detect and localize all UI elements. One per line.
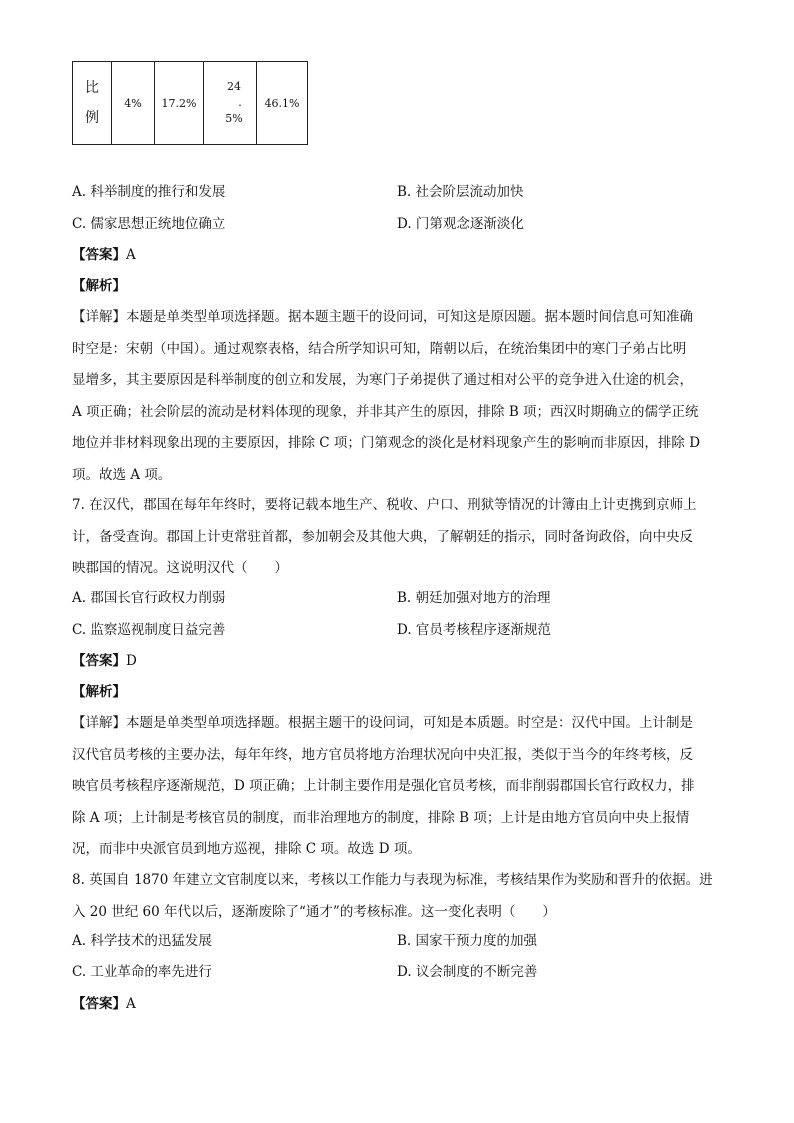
q8-stem-line-1: 8. 英国自 1870 年建立文官制度以来，考核以工作能力与表现为标准，考核结果作为奖励和晋升的依据。进: [72, 872, 713, 888]
q6-answer-label: 【答案】: [72, 247, 126, 263]
q7-analysis-label: 【解析】: [72, 684, 126, 700]
q6-detail-line-3: 显增多，其主要原因是科举制度的创立和发展，为寒门子弟提供了通过相对公平的竞争进入仕途的机会，: [72, 372, 693, 388]
q6-detail-line-4: A 项正确；社会阶层的流动是材料体现的现象，并非其产生的原因，排除 B 项；西汉时期确立的儒学正统: [72, 403, 699, 420]
table-cell-1: 4%: [112, 62, 155, 145]
q8-option-d: D. 议会制度的不断完善: [397, 964, 538, 980]
q6-option-b: B. 社会阶层流动加快: [397, 184, 524, 200]
q6-option-c: C. 儒家思想正统地位确立: [72, 216, 226, 232]
q7-stem: [72, 490, 722, 585]
q8-stem-line-2: 入 20 世纪 60 年代以后，逐渐废除了“通才”的考核标准。这一变化表明（ ）: [72, 903, 556, 920]
q6-detail: [72, 302, 722, 491]
q7-stem-line-1: 7. 在汉代，郡国在每年年终时，要将记载本地生产、税收、户口、刑狱等情况的计簿由上计吏携到京师上: [72, 497, 697, 513]
table-cell-4: 46.1%: [257, 62, 308, 145]
q7-detail-line-4: 除 A 项；上计制是考核官员的制度，而非治理地方的制度，排除 B 项；上计是由地方官员向中央上报情: [72, 809, 690, 826]
row-label-char-1: 比: [85, 80, 99, 96]
q7-detail-line-5: 况，而非中央派官员到地方巡视，排除 C 项。故选 D 项。: [72, 841, 421, 857]
table-cell-3-part-3: 5%: [225, 112, 243, 125]
q7-detail: [72, 708, 722, 866]
q7-detail-line-3: 映官员考核程序逐渐规范，D 项正确；上计制主要作用是强化官员考核，而非削弱郡国长官行政权力，排: [72, 778, 695, 794]
table-cell-3-part-2: .: [238, 96, 242, 109]
q7-stem-line-3: 映郡国的情况。这说明汉代（ ）: [72, 560, 288, 576]
q7-option-a: A. 郡国长官行政权力削弱: [72, 590, 226, 606]
table-cell-3-part-1: 24: [227, 80, 241, 93]
q8-stem: [72, 865, 722, 928]
q7-detail-line-1: 【详解】本题是单类型单项选择题。根据主题干的设问词，可知是本质题。时空是：汉代中国。上计制是: [72, 715, 693, 731]
row-label-char-2: 例: [85, 110, 99, 126]
q6-answer-value: A: [126, 247, 136, 263]
q7-option-c: C. 监察巡视制度日益完善: [72, 622, 226, 638]
table-cell-2: 17.2%: [155, 62, 204, 145]
ratio-table: [72, 61, 308, 145]
q6-analysis-label: 【解析】: [72, 278, 126, 294]
q7-option-b: B. 朝廷加强对地方的治理: [397, 590, 551, 606]
q8-option-b: B. 国家干预力度的加强: [397, 933, 538, 949]
q8-answer: [72, 994, 136, 1014]
q8-option-a: A. 科学技术的迅猛发展: [72, 933, 212, 949]
q8-answer-value: A: [126, 996, 136, 1012]
q7-stem-line-2: 计，备受查询。郡国上计吏常驻首都，参加朝会及其他大典，了解朝廷的指示，同时备询政俗，向中央反: [72, 528, 693, 545]
q7-detail-line-2: 汉代官员考核的主要办法，每年年终，地方官员将地方治理状况向中央汇报，类似于当今的年终考核，反: [72, 746, 693, 763]
q6-option-d: D. 门第观念逐渐淡化: [397, 216, 524, 232]
q6-detail-line-6: 项。故选 A 项。: [72, 466, 172, 483]
q7-answer: [72, 651, 137, 671]
q6-answer: [72, 245, 136, 265]
q7-answer-label: 【答案】: [72, 653, 126, 669]
table-cell-3: [204, 62, 257, 145]
q6-detail-line-5: 地位并非材料现象出现的主要原因，排除 C 项；门第观念的淡化是材料现象产生的影响而非原因，排除 D: [72, 435, 701, 451]
q7-option-d: D. 官员考核程序逐渐规范: [397, 622, 551, 638]
q7-answer-value: D: [126, 653, 137, 669]
q6-option-a: A. 科举制度的推行和发展: [72, 184, 226, 200]
q8-answer-label: 【答案】: [72, 996, 126, 1012]
q6-detail-line-2: 时空是：宋朝（中国）。通过观察表格，结合所学知识可知，隋朝以后，在统治集团中的寒门子弟占比明: [72, 340, 687, 357]
q8-option-c: C. 工业革命的率先进行: [72, 964, 212, 980]
q6-detail-line-1: 【详解】本题是单类型单项选择题。据本题主题干的设问词，可知这是原因题。据本题时间信息可知准确: [72, 309, 693, 325]
table-row: [73, 62, 308, 145]
row-label-cell: [73, 62, 112, 145]
